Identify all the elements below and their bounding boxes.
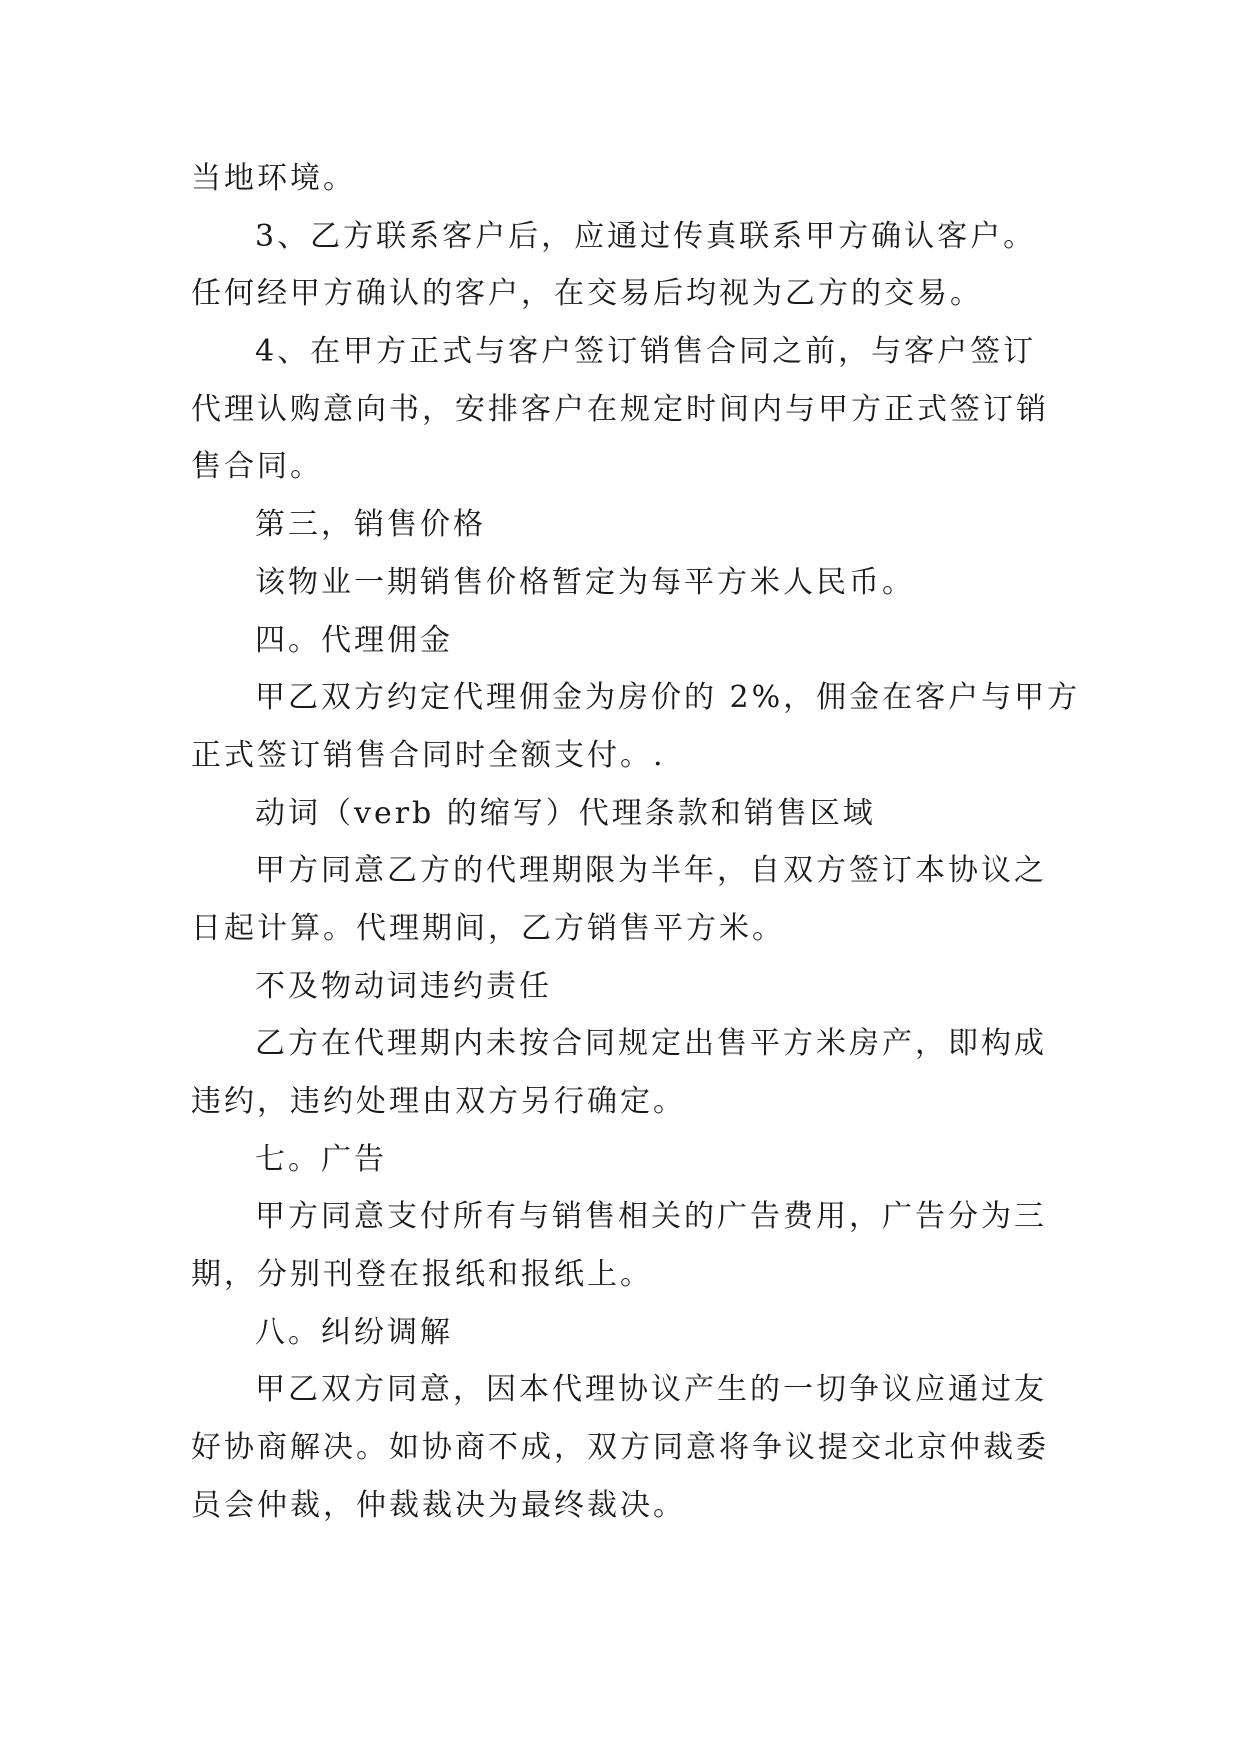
text-line: 甲方同意支付所有与销售相关的广告费用，广告分为三 — [255, 1199, 1047, 1235]
text-line: 不及物动词违约责任 — [255, 968, 552, 1004]
text-line: 七。广告 — [255, 1141, 387, 1177]
document-body — [191, 150, 1081, 1535]
text-line: 甲方同意乙方的代理期限为半年，自双方签订本协议之 — [255, 853, 1047, 889]
text-line: 4、在甲方正式与客户签订销售合同之前，与客户签订 — [255, 334, 1037, 370]
text-line: 好协商解决。如协商不成，双方同意将争议提交北京仲裁委 — [191, 1430, 1049, 1466]
text-line: 甲乙双方约定代理佣金为房价的 2%，佣金在客户与甲方 — [255, 680, 1081, 716]
text-line: 任何经甲方确认的客户，在交易后均视为乙方的交易。 — [191, 276, 983, 312]
text-line: 该物业一期销售价格暂定为每平方米人民币。 — [255, 564, 915, 600]
text-line: 乙方在代理期内未按合同规定出售平方米房产，即构成 — [255, 1026, 1047, 1062]
text-line: 八。纠纷调解 — [255, 1314, 453, 1350]
text-line: 当地环境。 — [191, 161, 356, 196]
text-line: 代理认购意向书，安排客户在规定时间内与甲方正式签订销 — [191, 391, 1049, 427]
text-line: 违约，违约处理由双方另行确定。 — [191, 1084, 686, 1119]
text-line: 3、乙方联系客户后，应通过传真联系甲方确认客户。 — [255, 218, 1037, 254]
text-line: 甲乙双方同意，因本代理协议产生的一切争议应通过友 — [255, 1372, 1047, 1408]
text-line: 员会仲裁，仲裁裁决为最终裁决。 — [191, 1487, 686, 1523]
text-line: 动词（verb 的缩写）代理条款和销售区域 — [255, 795, 876, 831]
text-line: 四。代理佣金 — [255, 622, 453, 658]
text-line: 期，分别刊登在报纸和报纸上。 — [191, 1257, 653, 1293]
text-line: 正式签订销售合同时全额支付。. — [191, 737, 666, 773]
text-line: 售合同。 — [191, 449, 323, 485]
text-line: 日起计算。代理期间，乙方销售平方米。 — [191, 910, 785, 946]
text-line: 第三，销售价格 — [255, 507, 486, 543]
